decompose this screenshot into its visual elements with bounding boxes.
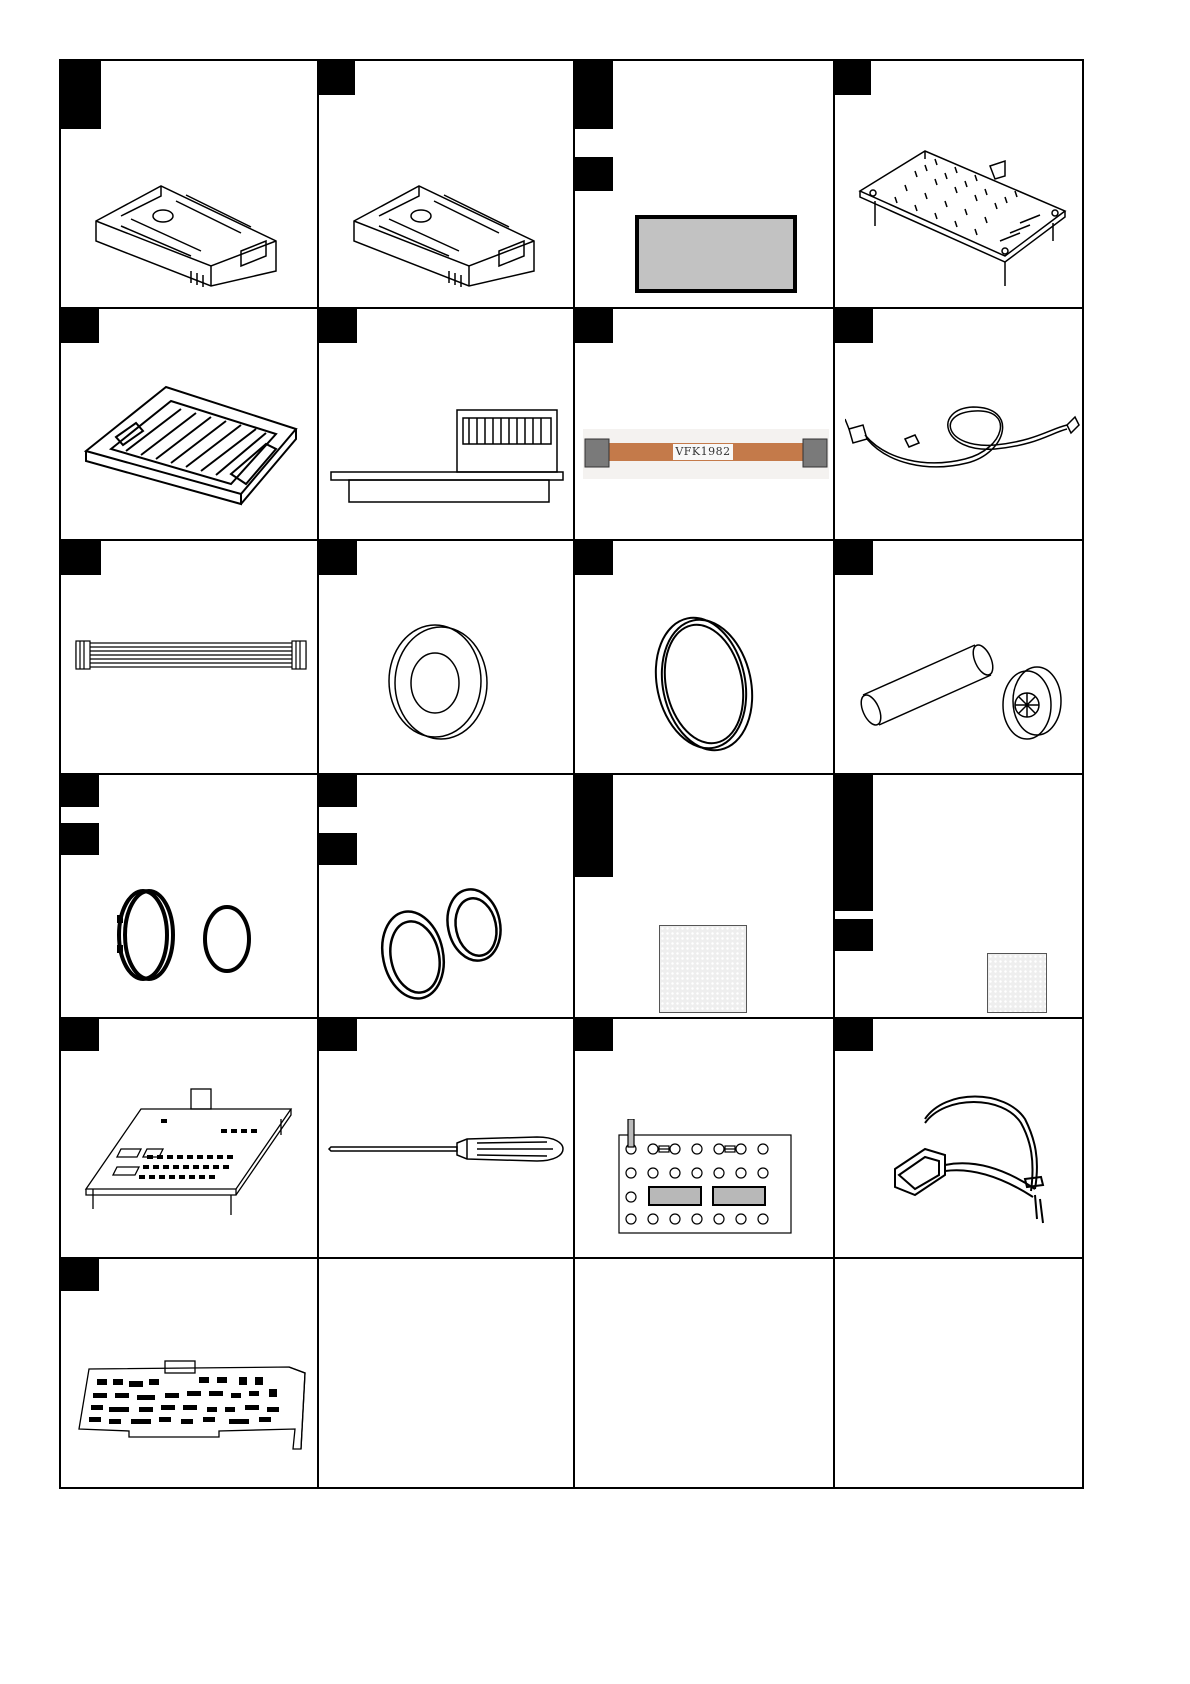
part-cell-probe-cable: [835, 1019, 1084, 1257]
item-number-tab: [835, 1019, 873, 1051]
part-cell-cassette-adapter-2: [319, 61, 573, 307]
item-number-tab: [61, 541, 101, 575]
item-number-tab: [835, 309, 873, 343]
small-cloth-drawing: [987, 953, 1047, 1013]
retainer-rings-drawing: [111, 885, 261, 985]
part-cell-pc-interface-card: [61, 1259, 317, 1489]
item-number-tab: [61, 1259, 99, 1291]
item-number-tab: [575, 775, 613, 877]
test-fixture-drawing: [615, 1119, 795, 1239]
item-number-tab: [61, 823, 99, 855]
part-cell-roller-and-gear: [835, 541, 1084, 773]
flat-cable-drawing: [75, 639, 307, 671]
part-cell-retainer-rings: [61, 775, 317, 1017]
part-cell-cloth-sheet: [575, 775, 833, 1017]
item-number-tab: [835, 919, 873, 951]
item-number-tab: [319, 1019, 357, 1051]
part-cell-test-fixture: [575, 1019, 833, 1257]
part-cell-cable-assembly: [835, 309, 1084, 539]
item-number-tab: [835, 541, 873, 575]
parts-grid: [59, 59, 1084, 1489]
item-number-tab: [575, 309, 613, 343]
screwdriver-drawing: [327, 1129, 567, 1169]
part-cell-flat-cable: [61, 541, 317, 773]
cassette-adapter-drawing: [349, 171, 549, 291]
cloth-sheet-drawing: [659, 925, 747, 1013]
pc-interface-card-drawing: [69, 1359, 311, 1459]
roller-and-gear-drawing: [855, 637, 1065, 747]
item-number-tab: [835, 61, 871, 95]
item-number-tab: [319, 775, 357, 807]
cassette-tray-drawing: [81, 379, 301, 509]
connector-board-drawing: [329, 404, 565, 504]
probe-cable-drawing: [865, 1079, 1065, 1239]
item-number-tab: [61, 1019, 99, 1051]
ring-washer-drawing: [385, 621, 495, 741]
part-cell-cassette-tray: [61, 309, 317, 539]
item-number-tab: [61, 775, 99, 807]
part-cell-belt: [575, 541, 833, 773]
item-number-tab: [61, 61, 101, 129]
item-number-tab: [835, 775, 873, 911]
item-number-tab: [575, 541, 613, 575]
part-cell-small-cloth: [835, 775, 1084, 1017]
part-cell-circuit-board-a: [61, 1019, 317, 1257]
chassis-plate-drawing: [855, 141, 1075, 291]
cassette-adapter-drawing: [91, 171, 291, 291]
item-number-tab: [319, 61, 355, 95]
part-cell-chassis-plate: [835, 61, 1084, 307]
gray-panel-drawing: [635, 215, 797, 293]
part-cell-cassette-adapter-1: [61, 61, 317, 307]
item-number-tab: [575, 1019, 613, 1051]
belt-drawing: [645, 611, 765, 756]
item-number-tab: [61, 309, 99, 343]
part-cell-ring-washer: [319, 541, 573, 773]
part-cell-connector-board: [319, 309, 573, 539]
item-number-tab: [319, 309, 357, 343]
item-number-tab: [575, 61, 613, 129]
item-number-tab: [319, 541, 357, 575]
part-cell-gray-panel: [575, 61, 833, 307]
flat-cable-label: VFK1982: [675, 445, 731, 458]
part-cell-screwdriver: [319, 1019, 573, 1257]
circuit-board-drawing: [81, 1069, 301, 1229]
part-cell-flat-cable-vfk: [575, 309, 833, 539]
item-number-tab: [575, 157, 613, 191]
cable-assembly-drawing: [845, 389, 1081, 489]
part-cell-ring-pair: [319, 775, 573, 1017]
ring-pair-drawing: [379, 883, 509, 1003]
item-number-tab: [319, 833, 357, 865]
